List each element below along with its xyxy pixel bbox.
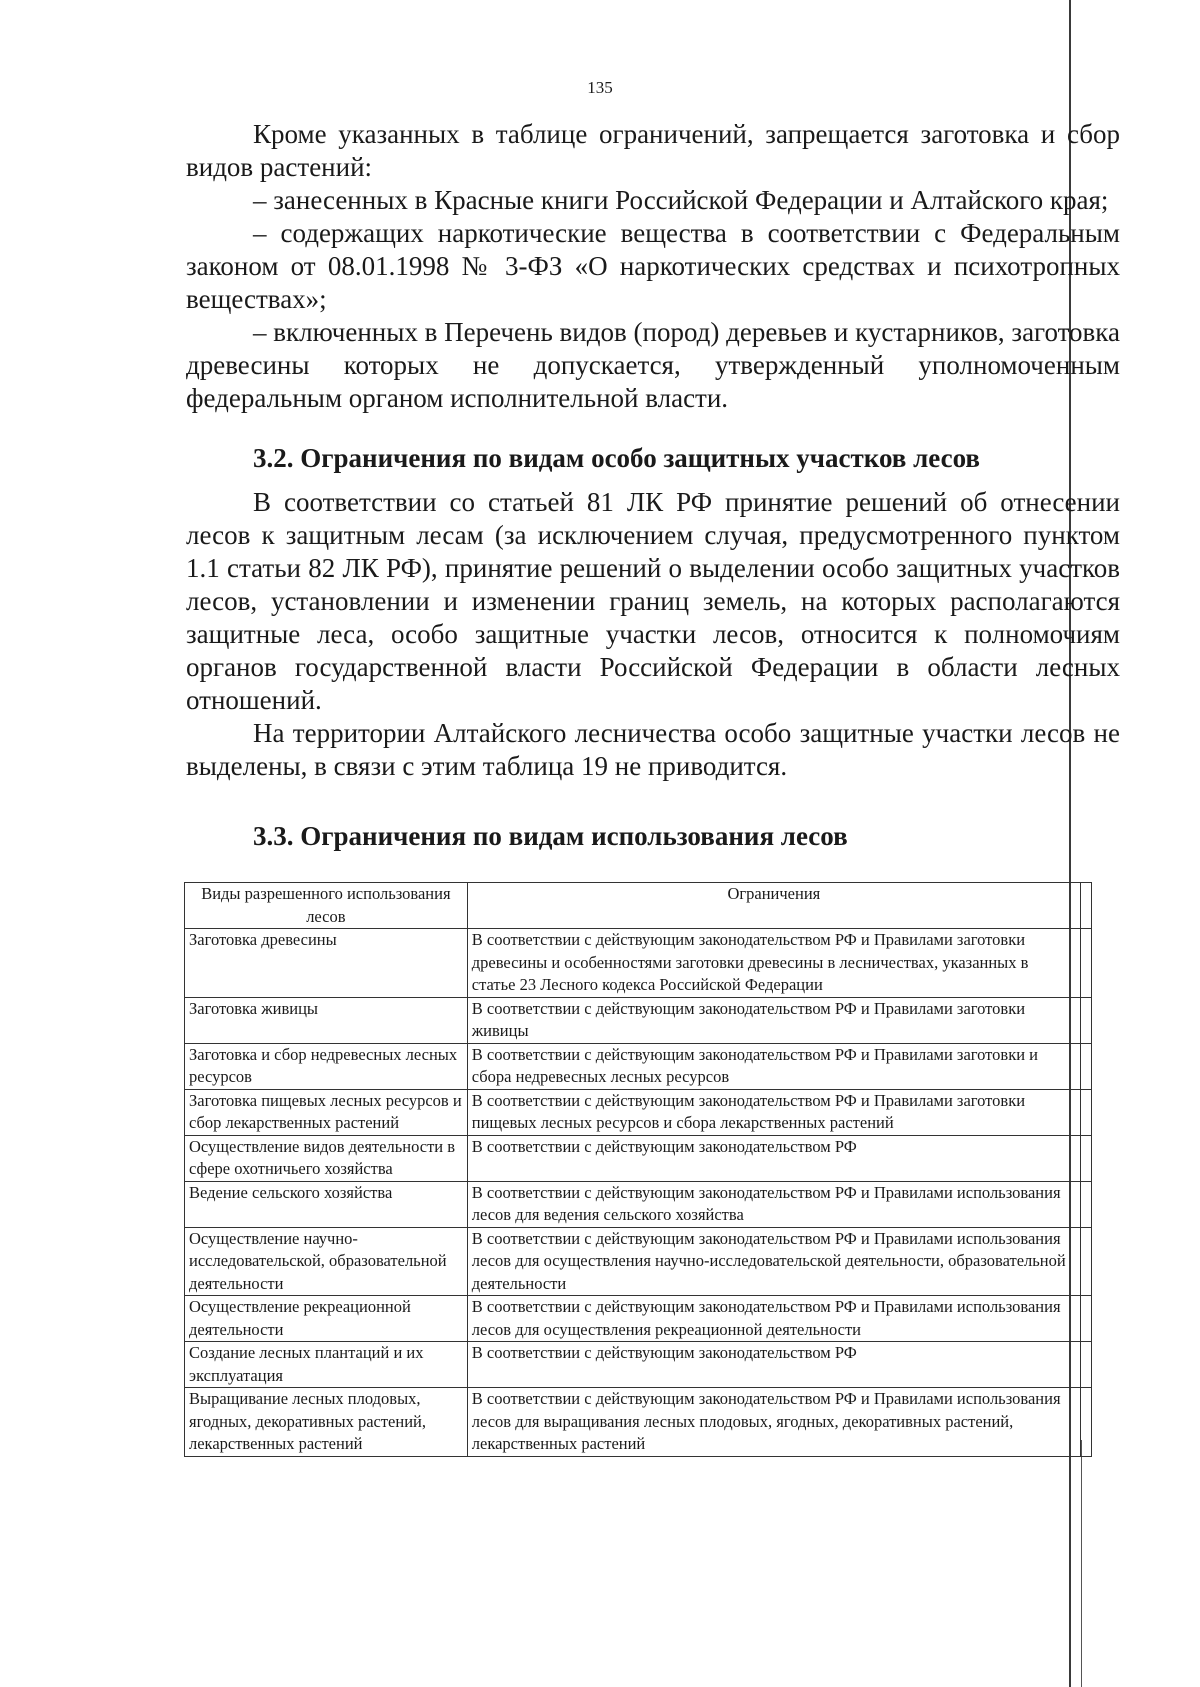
usage-type-cell: Ведение сельского хозяйства	[185, 1181, 468, 1227]
restriction-cell: В соответствии с действующим законодательством РФ	[467, 1342, 1080, 1388]
empty-cell	[1080, 1135, 1091, 1181]
table-row	[185, 1181, 1092, 1227]
usage-type-cell: Заготовка и сбор недревесных лесных ресурсов	[185, 1043, 468, 1089]
restrictions-table	[184, 882, 1092, 1457]
header-usage-type: Виды разрешенного использования лесов	[185, 883, 468, 929]
document-body	[186, 118, 1120, 869]
table-header-row	[185, 883, 1092, 929]
usage-type-cell: Выращивание лесных плодовых, ягодных, декоративных растений, лекарственных растений	[185, 1388, 468, 1457]
empty-cell	[1080, 1388, 1091, 1457]
usage-type-cell: Заготовка древесины	[185, 929, 468, 998]
restriction-cell: В соответствии с действующим законодательством РФ и Правилами заготовки живицы	[467, 997, 1080, 1043]
table-row	[185, 1342, 1092, 1388]
section-3-2-heading: 3.2. Ограничения по видам особо защитных участков лесов	[253, 443, 980, 473]
table-row	[185, 929, 1092, 998]
section-3-2-paragraph-2: На территории Алтайского лесничества особо защитные участки лесов не выделены, в связи с этим таблица 19 не приводится.	[186, 718, 1120, 781]
restriction-cell: В соответствии с действующим законодательством РФ и Правилами использования лесов для ведения сельского хозяйства	[467, 1181, 1080, 1227]
usage-type-cell: Осуществление рекреационной деятельности	[185, 1296, 468, 1342]
empty-cell	[1080, 1089, 1091, 1135]
usage-type-cell: Заготовка живицы	[185, 997, 468, 1043]
restriction-cell: В соответствии с действующим законодательством РФ и Правилами заготовки древесины и особенностями заготовки древесины в лесничествах, указанных в статье 23 Лесного кодекса Российской Федерации	[467, 929, 1080, 998]
empty-cell	[1080, 929, 1091, 998]
usage-type-cell: Осуществление научно-исследовательской, образовательной деятельности	[185, 1227, 468, 1296]
intro-item-red-book: – занесенных в Красные книги Российской Федерации и Алтайского края;	[253, 185, 1109, 215]
table-row	[185, 997, 1092, 1043]
empty-cell	[1080, 997, 1091, 1043]
restriction-cell: В соответствии с действующим законодательством РФ	[467, 1135, 1080, 1181]
table-row	[185, 1227, 1092, 1296]
restriction-cell: В соответствии с действующим законодательством РФ и Правилами заготовки и сбора недревесных лесных ресурсов	[467, 1043, 1080, 1089]
empty-cell	[1080, 1296, 1091, 1342]
table-row	[185, 1135, 1092, 1181]
empty-cell	[1080, 1342, 1091, 1388]
empty-cell	[1080, 1227, 1091, 1296]
table-row	[185, 1043, 1092, 1089]
section-3-2-paragraph-1: В соответствии со статьей 81 ЛК РФ принятие решений об отнесении лесов к защитным лесам (за исключением случая, предусмотренного пунктом 1.1 статьи 82 ЛК РФ), принятие решений о выделении особо защитных участков лесов, установлении и изменении границ земель, на которых располагаются защитные леса, особо защитные участки лесов, относится к полномочиям органов государственной власти Российской Федерации в области лесных отношений.	[186, 487, 1120, 715]
header-empty	[1080, 883, 1091, 929]
scan-margin-line-secondary	[1081, 1440, 1082, 1687]
usage-type-cell: Заготовка пищевых лесных ресурсов и сбор лекарственных растений	[185, 1089, 468, 1135]
intro-item-tree-list: – включенных в Перечень видов (пород) деревьев и кустарников, заготовка древесины которых не допускается, утвержденный уполномоченным федеральным органом исполнительной власти.	[186, 317, 1120, 413]
page-number: 135	[587, 78, 613, 97]
table-row	[185, 1296, 1092, 1342]
empty-cell	[1080, 1043, 1091, 1089]
header-restrictions: Ограничения	[467, 883, 1080, 929]
intro-item-narcotic: – содержащих наркотические вещества в соответствии с Федеральным законом от 08.01.1998 № 3-ФЗ «О наркотических средствах и психотропных веществах»;	[186, 218, 1120, 314]
usage-type-cell: Осуществление видов деятельности в сфере охотничьего хозяйства	[185, 1135, 468, 1181]
restriction-cell: В соответствии с действующим законодательством РФ и Правилами использования лесов для осуществления рекреационной деятельности	[467, 1296, 1080, 1342]
intro-lead: Кроме указанных в таблице ограничений, запрещается заготовка и сбор видов растений:	[186, 119, 1120, 182]
usage-type-cell: Создание лесных плантаций и их эксплуатация	[185, 1342, 468, 1388]
restriction-cell: В соответствии с действующим законодательством РФ и Правилами заготовки пищевых лесных ресурсов и сбора лекарственных растений	[467, 1089, 1080, 1135]
table-row	[185, 1089, 1092, 1135]
empty-cell	[1080, 1181, 1091, 1227]
section-3-3-heading: 3.3. Ограничения по видам использования лесов	[253, 821, 848, 851]
restriction-cell: В соответствии с действующим законодательством РФ и Правилами использования лесов для осуществления научно-исследовательской деятельности, образовательной деятельности	[467, 1227, 1080, 1296]
restriction-cell: В соответствии с действующим законодательством РФ и Правилами использования лесов для выращивания лесных плодовых, ягодных, декоративных растений, лекарственных растений	[467, 1388, 1080, 1457]
table-row	[185, 1388, 1092, 1457]
